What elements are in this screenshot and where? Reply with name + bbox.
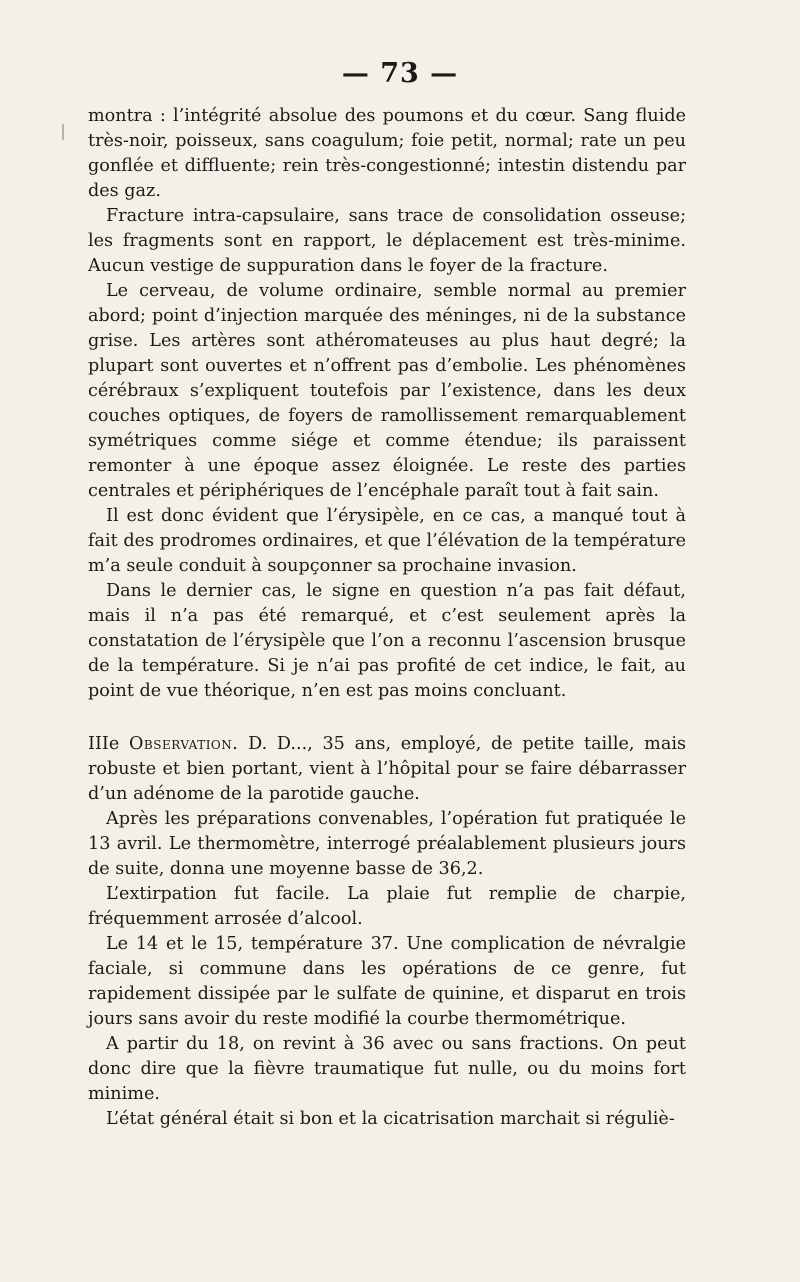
observation-number: IIIe	[88, 734, 120, 754]
observation-heading: Observation.	[129, 734, 239, 754]
paragraph-autopsy-organs: montra : l’intégrité absolue des poumons et du cœur. Sang fluide très-noir, poisseux, sans coagulum; foie petit, normal; rate un peu gonflée et diffluente; rein très-congestionné; intestin distendu par des gaz.	[88, 106, 686, 201]
paragraph-fracture: Fracture intra-capsulaire, sans trace de consolidation osseuse; les fragments sont en rapport, le déplacement est très-minime. Aucun vestige de suppuration dans le foyer de la fracture.	[88, 206, 686, 276]
paragraph-last-case: Dans le dernier cas, le signe en question n’a pas fait défaut, mais il n’a pas été remarqué, et c’est seulement après la constatation de l’érysipèle que l’on a reconnu l’ascension brusque de la température. Si je n’ai pas profité de cet indice, le fait, au point de vue théorique, n’en est pas moins concluant.	[88, 581, 686, 701]
body-text	[88, 104, 686, 1132]
section-gap	[88, 704, 686, 732]
page-number: — 73 —	[341, 58, 459, 89]
paragraph-extirpation: L’extirpation fut facile. La plaie fut remplie de charpie, fréquemment arrosée d’alcool.	[88, 884, 686, 929]
paragraph-erysipelas-conclusion: Il est donc évident que l’érysipèle, en ce cas, a manqué tout à fait des prodromes ordinaires, et que l’élévation de la température m’a seule conduit à soupçonner sa prochaine invasion.	[88, 506, 686, 576]
paragraph-fever: A partir du 18, on revint à 36 avec ou sans fractions. On peut donc dire que la fièvre traumatique fut nulle, ou du moins fort minime.	[88, 1034, 686, 1104]
paragraph-operation: Après les préparations convenables, l’opération fut pratiquée le 13 avril. Le thermomètre, interrogé préalablement plusieurs jours de suite, donna une moyenne basse de 36,2.	[88, 809, 686, 879]
paragraph-temperature: Le 14 et le 15, température 37. Une complication de névralgie faciale, si commune dans les opérations de ce genre, fut rapidement dissipée par le sulfate de quinine, et disparut en trois jours sans avoir du reste modifié la courbe thermométrique.	[88, 934, 686, 1029]
paragraph-brain: Le cerveau, de volume ordinaire, semble normal au premier abord; point d’injection marquée des méninges, ni de la substance grise. Les artères sont athéromateuses au plus haut degré; la plupart sont ouvertes et n’offrent pas d’embolie. Les phénomènes cérébraux s’expliquent toutefois par l’existence, dans les deux couches optiques, de foyers de ramollissement remarquablement symétriques comme siége et comme étendue; ils paraissent remonter à une époque assez éloignée. Le reste des parties centrales et périphériques de l’encéphale paraît tout à fait sain.	[88, 281, 686, 501]
observation-text: D. D..., 35 ans, employé, de petite taille, mais robuste et bien portant, vient à l’hôpital pour se faire débarrasser d’un adénome de la parotide gauche.	[88, 734, 687, 804]
paragraph-general-state: L’état général était si bon et la cicatrisation marchait si réguliè-	[106, 1109, 675, 1129]
observation-heading-paragraph	[88, 732, 686, 807]
margin-mark	[62, 124, 64, 140]
